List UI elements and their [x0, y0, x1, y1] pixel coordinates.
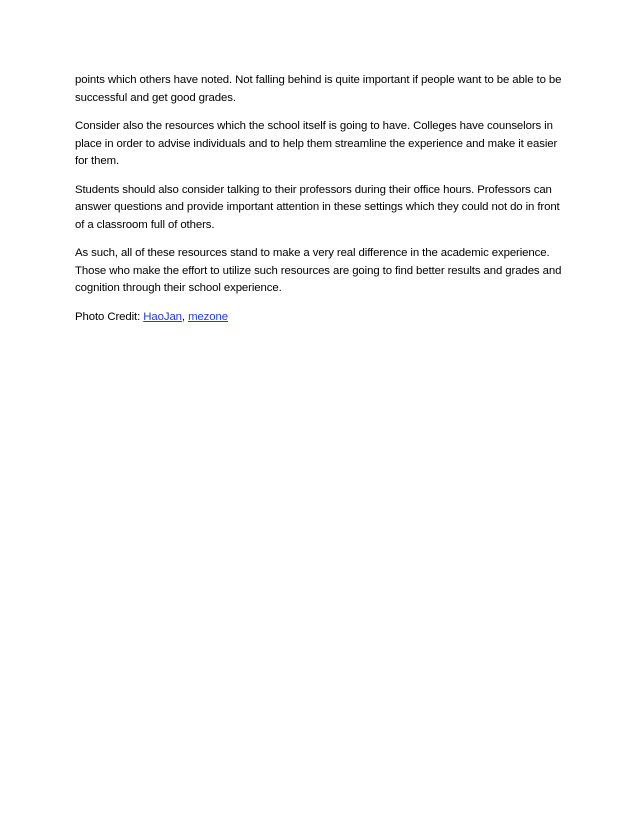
- photo-credit-label: Photo Credit:: [75, 310, 144, 323]
- paragraph-4: As such, all of these resources stand to make a very real difference in the academic experience. Those who make the effort to utilize such resources are going to find better results and grades and cognition through their school experience.: [75, 247, 562, 294]
- paragraph-3: Students should also consider talking to their professors during their office hours. Professors can answer questions and provide important attention in these settings which they could not do in front of a classroom full of others.: [75, 183, 560, 231]
- photo-credit: [75, 309, 565, 327]
- photo-credit-link-mezone[interactable]: mezone: [188, 310, 228, 323]
- paragraph-1: points which others have noted. Not falling behind is quite important if people want to be able to be successful and get good grades.: [75, 74, 562, 104]
- photo-credit-link-haojan[interactable]: HaoJan: [143, 310, 182, 323]
- document-body: [75, 72, 565, 337]
- photo-credit-separator: ,: [181, 310, 189, 323]
- paragraph-2: Consider also the resources which the school itself is going to have. Colleges have counselors in place in order to advise individuals and to help them streamline the experience and make it easier for them.: [75, 120, 558, 167]
